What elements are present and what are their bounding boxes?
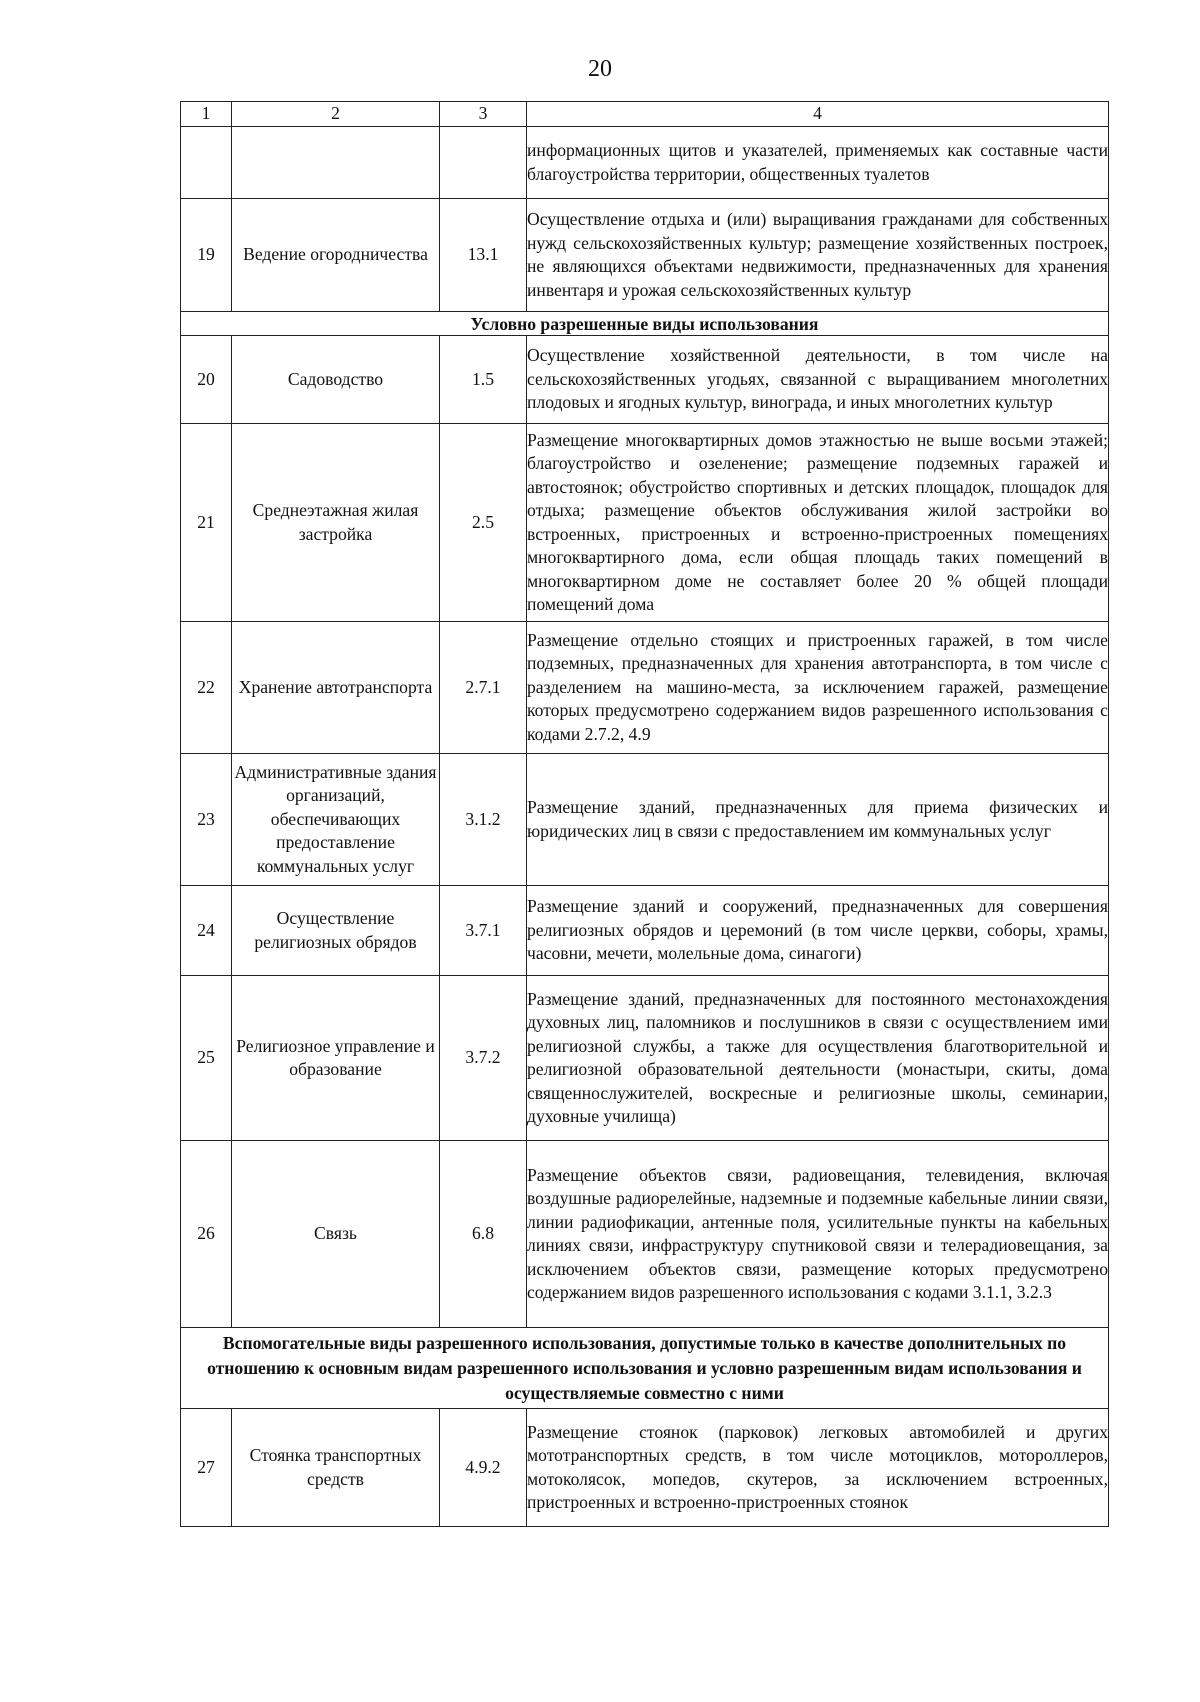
section-title-auxiliary: Вспомогательные виды разрешенного использования, допустимые только в качестве дополнительных по отношению к основным видам разрешенного использования и условно разрешенным видам использования и осуществляемые совместно с ними bbox=[181, 1328, 1109, 1409]
use-type-code bbox=[440, 127, 527, 199]
row-number: 20 bbox=[181, 336, 232, 424]
use-type-name: Ведение огородничества bbox=[232, 199, 440, 312]
use-type-name: Осуществление религиозных обрядов bbox=[232, 886, 440, 976]
table-row bbox=[181, 1409, 1109, 1527]
use-type-name: Хранение автотранспорта bbox=[232, 622, 440, 754]
use-type-description: Размещение отдельно стоящих и пристроенных гаражей, в том числе подземных, предназначенных для хранения автотранспорта, в том числе с разделением на машино-места, за исключением гаражей, размещение которых предусмотрено содержанием видов разрешенного использования с кодами 2.7.2, 4.9 bbox=[527, 622, 1109, 754]
row-number bbox=[181, 127, 232, 199]
table-row bbox=[181, 754, 1109, 886]
use-type-name: Связь bbox=[232, 1141, 440, 1328]
header-col-1: 1 bbox=[181, 102, 232, 127]
page-number: 20 bbox=[588, 56, 612, 82]
use-type-code: 6.8 bbox=[440, 1141, 527, 1328]
header-col-3: 3 bbox=[440, 102, 527, 127]
use-type-description: Размещение многоквартирных домов этажностью не выше восьми этажей; благоустройство и озеленение; размещение подземных гаражей и автостоянок; обустройство спортивных и детских площадок, площадок для отдыха; размещение объектов обслуживания жилой застройки во встроенных, пристроенных и встроенно-пристроенных помещениях многоквартирного дома, если общая площадь таких помещений в многоквартирном доме не составляет более 20 % общей площади помещений дома bbox=[527, 424, 1109, 622]
row-number: 23 bbox=[181, 754, 232, 886]
table-row bbox=[181, 127, 1109, 199]
use-type-code: 4.9.2 bbox=[440, 1409, 527, 1527]
use-type-description: Размещение зданий и сооружений, предназначенных для совершения религиозных обрядов и церемоний (в том числе церкви, соборы, храмы, часовни, мечети, молельные дома, синагоги) bbox=[527, 886, 1109, 976]
row-number: 25 bbox=[181, 976, 232, 1141]
row-number: 22 bbox=[181, 622, 232, 754]
header-col-2: 2 bbox=[232, 102, 440, 127]
row-number: 21 bbox=[181, 424, 232, 622]
use-type-code: 3.1.2 bbox=[440, 754, 527, 886]
header-col-4: 4 bbox=[527, 102, 1109, 127]
use-type-name: Стоянка транспортных средств bbox=[232, 1409, 440, 1527]
table-header-row bbox=[181, 102, 1109, 127]
table-row bbox=[181, 1141, 1109, 1328]
land-use-table bbox=[180, 101, 1109, 1527]
row-number: 24 bbox=[181, 886, 232, 976]
section-row bbox=[181, 312, 1109, 336]
use-type-description: информационных щитов и указателей, применяемых как составные части благоустройства территории, общественных туалетов bbox=[527, 127, 1109, 199]
use-type-code: 2.7.1 bbox=[440, 622, 527, 754]
table-row bbox=[181, 622, 1109, 754]
table-row bbox=[181, 976, 1109, 1141]
table-row bbox=[181, 886, 1109, 976]
section-row bbox=[181, 1328, 1109, 1409]
use-type-name bbox=[232, 127, 440, 199]
use-type-code: 3.7.1 bbox=[440, 886, 527, 976]
use-type-description: Размещение объектов связи, радиовещания, телевидения, включая воздушные радиорелейные, надземные и подземные кабельные линии связи, линии радиофикации, антенные поля, усилительные пункты на кабельных линиях связи, инфраструктуру спутниковой связи и телерадиовещания, за исключением объектов связи, размещение которых предусмотрено содержанием видов разрешенного использования с кодами 3.1.1, 3.2.3 bbox=[527, 1141, 1109, 1328]
use-type-name: Административные здания организаций, обеспечивающих предоставление коммунальных услуг bbox=[232, 754, 440, 886]
row-number: 26 bbox=[181, 1141, 232, 1328]
use-type-description: Осуществление хозяйственной деятельности, в том числе на сельскохозяйственных угодьях, связанной с выращиванием многолетних плодовых и ягодных культур, винограда, и иных многолетних культур bbox=[527, 336, 1109, 424]
use-type-code: 2.5 bbox=[440, 424, 527, 622]
use-type-description: Размещение стоянок (парковок) легковых автомобилей и других мототранспортных средств, в том числе мотоциклов, мотороллеров, мотоколясок, мопедов, скутеров, за исключением встроенных, пристроенных и встроенно-пристроенных стоянок bbox=[527, 1409, 1109, 1527]
table-row bbox=[181, 199, 1109, 312]
use-type-code: 1.5 bbox=[440, 336, 527, 424]
row-number: 19 bbox=[181, 199, 232, 312]
use-type-name: Среднеэтажная жилая застройка bbox=[232, 424, 440, 622]
use-type-name: Религиозное управление и образование bbox=[232, 976, 440, 1141]
use-type-code: 13.1 bbox=[440, 199, 527, 312]
use-type-code: 3.7.2 bbox=[440, 976, 527, 1141]
use-type-description: Размещение зданий, предназначенных для постоянного местонахождения духовных лиц, паломников и послушников в связи с осуществлением ими религиозной службы, а также для осуществления благотворительной и религиозной образовательной деятельности (монастыри, скиты, дома священнослужителей, воскресные и религиозные школы, семинарии, духовные училища) bbox=[527, 976, 1109, 1141]
use-type-description: Размещение зданий, предназначенных для приема физических и юридических лиц в связи с предоставлением им коммунальных услуг bbox=[527, 754, 1109, 886]
use-type-description: Осуществление отдыха и (или) выращивания гражданами для собственных нужд сельскохозяйственных культур; размещение хозяйственных построек, не являющихся объектами недвижимости, предназначенных для хранения инвентаря и урожая сельскохозяйственных культур bbox=[527, 199, 1109, 312]
row-number: 27 bbox=[181, 1409, 232, 1527]
table-row bbox=[181, 424, 1109, 622]
use-type-name: Садоводство bbox=[232, 336, 440, 424]
section-title-conditional: Условно разрешенные виды использования bbox=[181, 312, 1109, 336]
table-row bbox=[181, 336, 1109, 424]
